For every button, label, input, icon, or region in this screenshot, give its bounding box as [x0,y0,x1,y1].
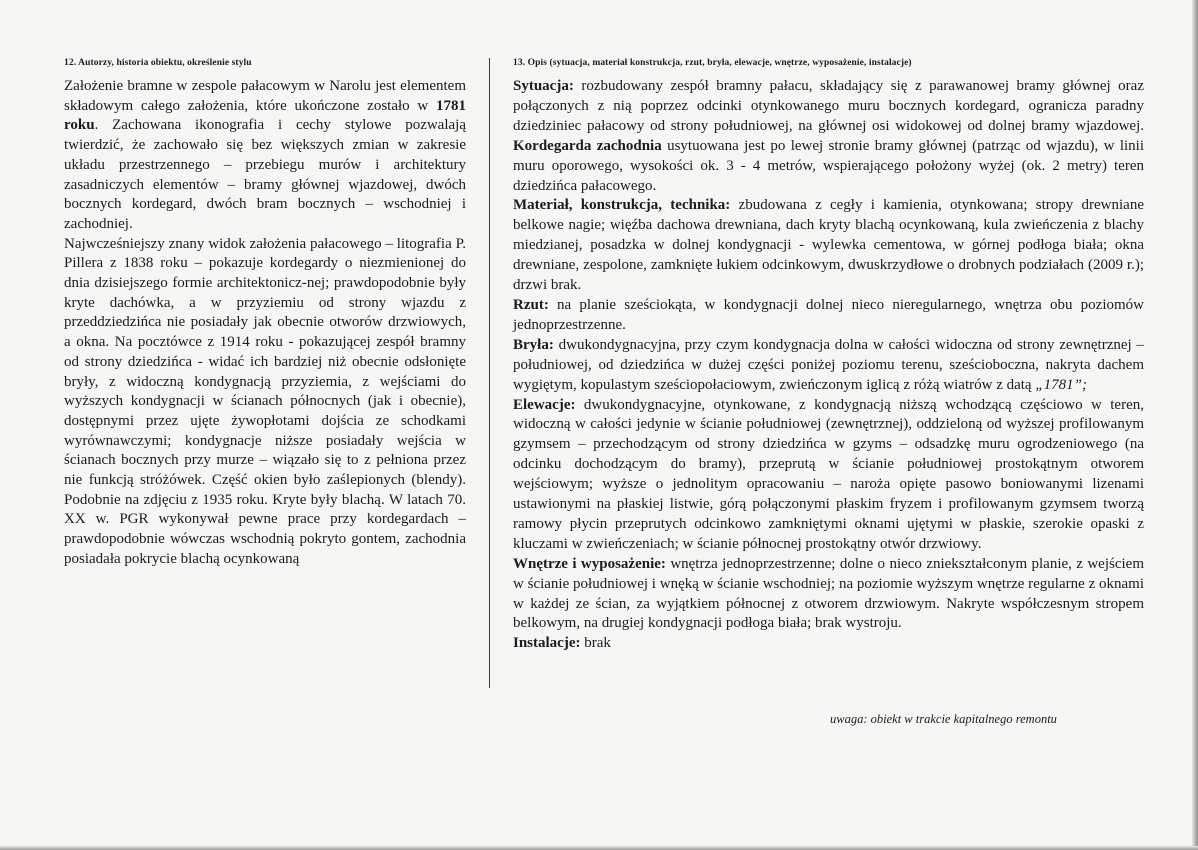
instalacje-label: Instalacje: [513,635,581,652]
bryla-date: „1781”; [1035,376,1088,393]
rzut-paragraph [513,296,1144,336]
wnetrze-label: Wnętrze i wyposażenie: [513,555,666,572]
sytuacja-text-cont: usytuowana jest po lewej stronie bramy głównej (patrząc od wjazdu), w linii muru oporowego, wysokości ok. 3 - 4 metrów, wspierającego położony wyżej (ok. 2 metry) teren dziedzińca pałacowego. [513,137,1144,194]
history-paragraph-2: Najwcześniejszy znany widok założenia pałacowego – litografia P. Pillera z 1838 roku – pokazuje kordegardy o niezmienionej do dnia dzisiejszego formie architektonicz-nej; prawdopodobnie były kryte dachówka, a w przyziemiu od strony wjazdu z przeddziedzińca nie posiadały jak obecnie otworów drzwiowych, a okna. Na pocztówce z 1914 roku - pokazującej zespół bramny od strony dziedzińca - widać ich bardziej niż obecnie odsłonięte bryły, z widoczną kondygnacją przyziemia, z wejściami do wyższych kondygnacji w ścianach północnych (jak i obecnie), dostępnymi przez ujęte żywopłotami dojścia ze schodkami wyrównawczymi; kondygnacje niższe posiadały wejścia w ścianach bocznych przy murze – wiązało się to z pełniona przez nie funkcją stróżówek. Część okien było zaślepionych (blendy). Podobnie na zdjęciu z 1935 roku. Kryte były blachą. W latach 70. XX w. PGR wykonywał pewne prace przy kordegardach – prawdopodobnie wówczas wschodnią pokryto gontem, zachodnia posiadała pokrycie blachą ocynkowaną [64,235,466,567]
wnetrze-paragraph [513,555,1144,635]
left-column [64,58,466,570]
right-column [513,58,1144,654]
material-text: zbudowana z cegły i kamienia, otynkowana; stropy drewniane belkowe nagie; więźba dachowa drewniana, dach kryty blachą ocynkowaną, kula zwieńczenia z blachy miedzianej, posadzka w dolnej kondygnacji - wylewka cementowa, w górnej podłoga biała; okna drewniane, zespolone, zamknięte łukiem odcinkowym, dwuskrzydłowe o drobnych podziałach (2009 r.); drzwi brak. [513,197,1144,294]
elewacje-label: Elewacje: [513,396,576,413]
page-edge-shadow [1192,0,1198,850]
sytuacja-label: Sytuacja: [513,78,574,94]
column-divider [489,58,490,688]
material-label: Materiał, konstrukcja, technika: [513,197,731,214]
history-text: Założenie bramne w zespole pałacowym w Narolu jest elementem składowym całego założenia, które ukończone zostało w [64,78,466,114]
material-paragraph [513,196,1144,296]
history-paragraph-1 [64,77,466,235]
history-text-cont: . Zachowana ikonografia i cechy stylowe pozwalają twierdzić, że zachowało się bez większych zmian w zakresie układu przestrzennego – przebiegu murów i architektury zasadniczych elementów – bramy głównej wjazdowej, dwóch bocznych kordegard, dwóch bram bocznych – wschodniej i zachodniej. [64,117,466,232]
elewacje-paragraph [513,396,1144,555]
page-bottom-shadow [0,846,1198,850]
section-12-heading: 12. Autorzy, historia obiektu, określenie stylu [64,58,252,68]
wnetrze-text: wnętrza jednoprzestrzenne; dolne o nieco zniekształconym planie, z wejściem w ścianie południowej i wnęką w ścianie wschodniej; na poziomie wyższym wnętrze regularne z oknami w każdej ze ścian, za wyjątkiem północnej z otworem drzwiowym. Nakryte współczesnym stropem belkowym, na drugiej kondygnacji podłoga biała; brak wystroju. [513,555,1144,632]
rzut-label: Rzut: [513,296,549,313]
elewacje-text: dwukondygnacyjne, otynkowane, z kondygnacją niższą wchodzącą częściowo w teren, widoczną w całości jedynie w ścianie południowej (zewnętrznej), oddzieloną od wyższej profilowanym gzymsem – przechodzącym od strony dziedzińca w gzyms – odsadzkę muru ogrodzeniowego (na odcinku dochodzącym do bramy), przeprutą w ścianie południowej prostokątnym otworem wejściowym; wyższe o jednolitym opracowaniu – naroża opięte pasowo boniowanymi lizenami ustawionymi na płaskiej listwie, górą połączonymi płaskim fryzem i profilowanym gzymsem tworzą ramowy płycin przeprutych odcinkowo zamkniętymi oknami ujętymi w płaskie, szerokie opaski z kluczami w zwieńczeniach; w ścianie północnej prostokątny otwór drzwiowy. [513,396,1144,552]
instalacje-text: brak [580,635,611,652]
sytuacja-text: rozbudowany zespół bramny pałacu, składający się z parawanowej bramy głównej oraz połączonych z nią poprzez odcinki otynkowanego muru bocznych kordegard, ogranicza paradny dziedziniec pałacowy od strony południowej, na głównej osi widokowej od dolnej bramy wjazdowej. [513,78,1144,134]
bryla-label: Bryła: [513,336,554,353]
instalacje-paragraph [513,634,1144,654]
kordegarda-label: Kordegarda zachodnia [513,137,662,154]
section-13-heading: 13. Opis (sytuacja, materiał konstrukcja, rzut, bryła, elewacje, wnętrze, wyposażenie, instalacje) [513,58,912,68]
bryla-paragraph [513,336,1144,396]
renovation-note: uwaga: obiekt w trakcie kapitalnego remontu [830,712,1057,726]
completion-year: 1781 roku [64,97,466,134]
rzut-text: na planie sześciokąta, w kondygnacji dolnej nieco nieregularnego, wnętrza obu poziomów jednoprzestrzenne. [513,296,1144,333]
bryla-text: dwukondygnacyjna, przy czym kondygnacja dolna w całości widoczna od strony zewnętrznej – południowej, od dziedzińca w dużej części poniżej poziomu terenu, sześcioboczna, nakryta dachem wygiętym, kopulastym sześciopołaciowym, zwieńczonym iglicą z różą wiatrów z datą [513,336,1144,393]
sytuacja-paragraph [513,77,1144,196]
